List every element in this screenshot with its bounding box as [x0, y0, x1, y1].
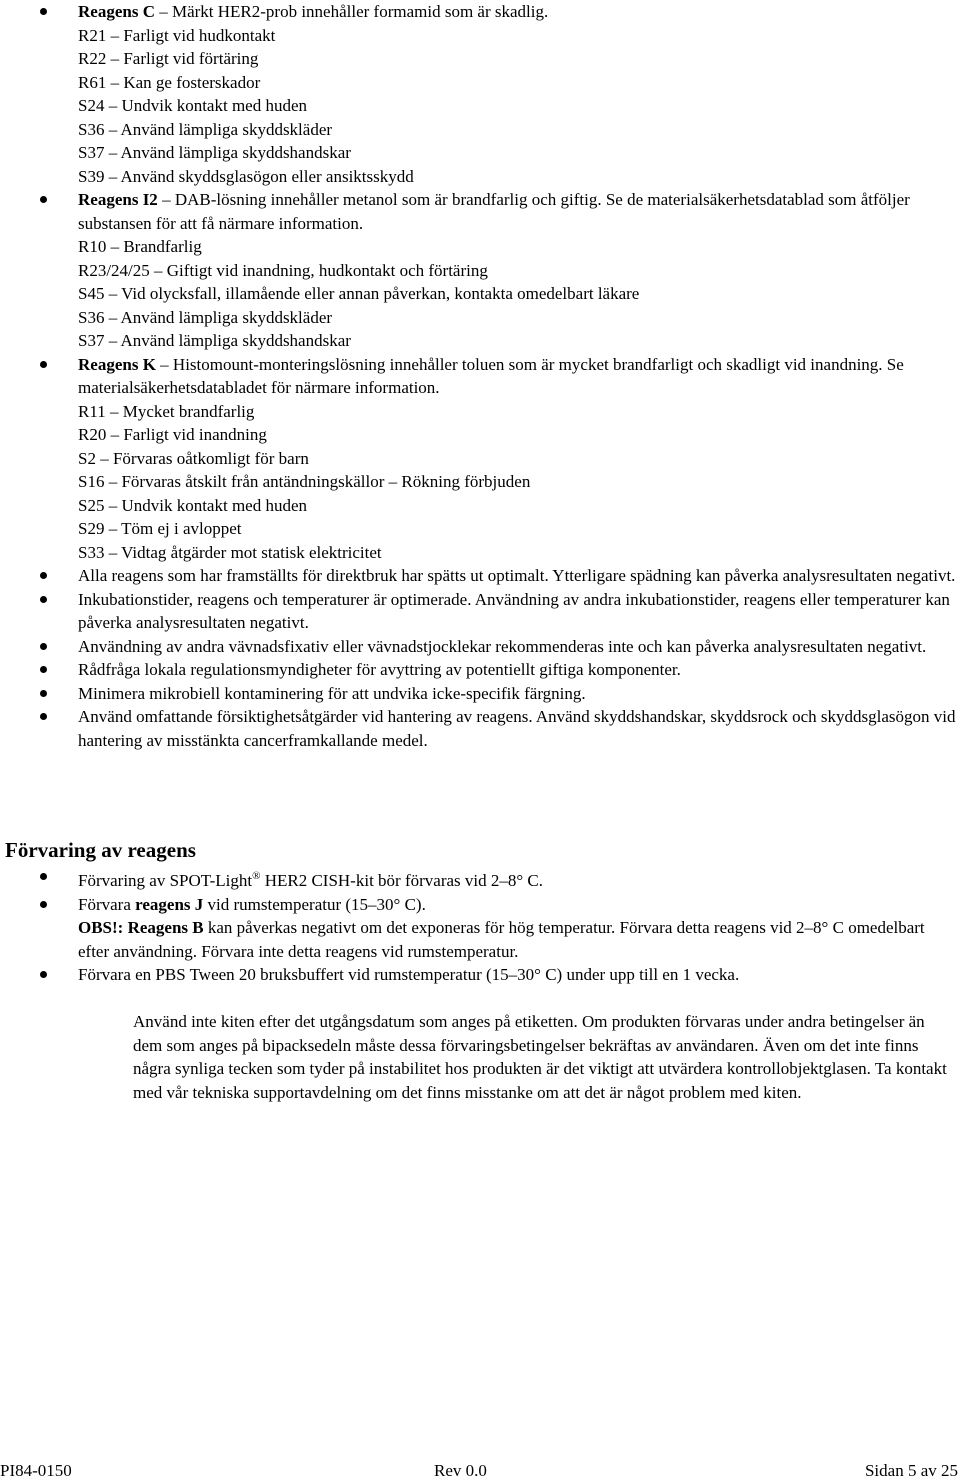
- storage-item-buffer: Förvara en PBS Tween 20 bruksbuffert vid rumstemperatur (15–30° C) under upp till en 1 vecka.: [0, 963, 960, 987]
- safety-phrase: S25 – Undvik kontakt med huden: [78, 495, 308, 515]
- storage-item-reagent-j: [0, 893, 960, 964]
- risk-phrase: R22 – Farligt vid förtäring: [78, 49, 259, 68]
- list-item: Minimera mikrobiell kontaminering för att undvika icke-specifik färgning.: [0, 682, 960, 706]
- section-heading: Förvaring av reagens: [5, 838, 196, 862]
- list-item: Inkubationstider, reagens och temperaturer är optimerade. Användning av andra inkubationstider, reagens eller temperaturer kan påverka analysresultaten negativt.: [0, 588, 960, 635]
- safety-phrase: S29 – Töm ej i avloppet: [78, 519, 242, 538]
- safety-phrase: S24 – Undvik kontakt med huden: [78, 96, 308, 115]
- risk-phrase: R61 – Kan ge fosterskador: [78, 72, 261, 92]
- safety-phrase: S39 – Använd skyddsglasögon eller ansiktsskydd: [78, 166, 414, 186]
- risk-phrase: R21 – Farligt vid hudkontakt: [78, 25, 276, 45]
- storage-text: Förvara: [78, 894, 136, 914]
- list-item: Användning av andra vävnadsfixativ eller vävnadstjocklekar rekommenderas inte och kan påverka analysresultaten negativt.: [0, 635, 960, 659]
- storage-text: Förvaring av SPOT-Light: [78, 871, 253, 890]
- list-item: Använd omfattande försiktighetsåtgärder vid hantering av reagens. Använd skyddshandskar, skyddsrock och skyddsglasögon vid hantering av misstänkta cancerframkallande medel.: [0, 705, 960, 752]
- expiry-note: Använd inte kiten efter det utgångsdatum som anges på etiketten. Om produkten förvaras under andra betingelser än dem som anges på bipacksedeln måste dessa förvaringsbetingelser bekräftas av användaren. Även om det inte finns några synliga tecken som tyder på instabilitet hos produkten är det viktigt att utvärdera kontrollobjektglasen. Ta kontakt med vår tekniska supportavdelning om det finns misstanke om att det är något problem med kiten.: [133, 1012, 947, 1102]
- safety-phrase: S33 – Vidtag åtgärder mot statisk elektricitet: [78, 542, 382, 562]
- obs-text: kan påverkas negativt om det exponeras för hög temperatur. Förvara detta reagens vid 2–8° C omedelbart efter användning. Förvara inte detta reagens vid rumstemperatur.: [78, 918, 925, 961]
- storage-item-kit: [0, 865, 960, 893]
- revision: Rev 0.0: [434, 1461, 487, 1480]
- reagent-i2-name: Reagens I2: [78, 190, 158, 209]
- safety-phrase: S16 – Förvaras åtskilt från antändningskällor – Rökning förbjuden: [78, 472, 531, 491]
- reagent-k-name: Reagens K: [78, 354, 156, 374]
- reagent-j-name: reagens J: [135, 894, 204, 914]
- safety-phrase: S37 – Använd lämpliga skyddshandskar: [78, 143, 351, 162]
- document-id: PI84-0150: [0, 1461, 72, 1480]
- list-item: Alla reagens som har framställts för direktbruk har spätts ut optimalt. Ytterligare spädning kan påverka analysresultaten negativt.: [0, 564, 960, 588]
- reagent-k-item: [0, 353, 960, 565]
- reagent-c-desc: – Märkt HER2-prob innehåller formamid som är skadlig.: [154, 2, 549, 21]
- safety-phrase: S36 – Använd lämpliga skyddskläder: [78, 307, 333, 327]
- storage-bullet-list: [0, 865, 960, 987]
- reagent-k-desc: – Histomount-monteringslösning innehåller toluen som är mycket brandfarligt och skadligt vid inandning. Se materialsäkerhetsdatabladet för närmare information.: [78, 354, 904, 397]
- reagent-i2-desc: – DAB-lösning innehåller metanol som är brandfarlig och giftig. Se de materialsäkerhetsdatablad som åtföljer substansen för att få närmare information.: [78, 190, 910, 233]
- obs-note: [78, 916, 960, 963]
- safety-phrase: S2 – Förvaras oåtkomligt för barn: [78, 448, 309, 468]
- risk-phrase: R10 – Brandfarlig: [78, 237, 202, 256]
- storage-text: vid rumstemperatur (15–30° C).: [203, 894, 426, 914]
- safety-phrase: S37 – Använd lämpliga skyddshandskar: [78, 331, 351, 350]
- risk-phrase: R20 – Farligt vid inandning: [78, 425, 267, 444]
- page-footer: [0, 1459, 960, 1479]
- page-number: Sidan 5 av 25: [864, 1461, 958, 1480]
- risk-phrase: R11 – Mycket brandfarlig: [78, 401, 255, 421]
- registered-mark: ®: [252, 870, 261, 882]
- storage-text: HER2 CISH-kit bör förvaras vid 2–8° C.: [260, 871, 544, 890]
- reagent-c-item: [0, 0, 960, 188]
- risk-phrase: R23/24/25 – Giftigt vid inandning, hudkontakt och förtäring: [78, 260, 488, 280]
- obs-label: OBS!: Reagens B: [78, 918, 204, 937]
- safety-phrase: S36 – Använd lämpliga skyddskläder: [78, 119, 333, 139]
- safety-phrase: S45 – Vid olycksfall, illamående eller annan påverkan, kontakta omedelbart läkare: [78, 284, 640, 303]
- reagent-c-name: Reagens C: [78, 2, 155, 21]
- reagent-i2-item: [0, 188, 960, 353]
- list-item: Rådfråga lokala regulationsmyndigheter för avyttring av potentiellt giftiga komponenter.: [0, 658, 960, 682]
